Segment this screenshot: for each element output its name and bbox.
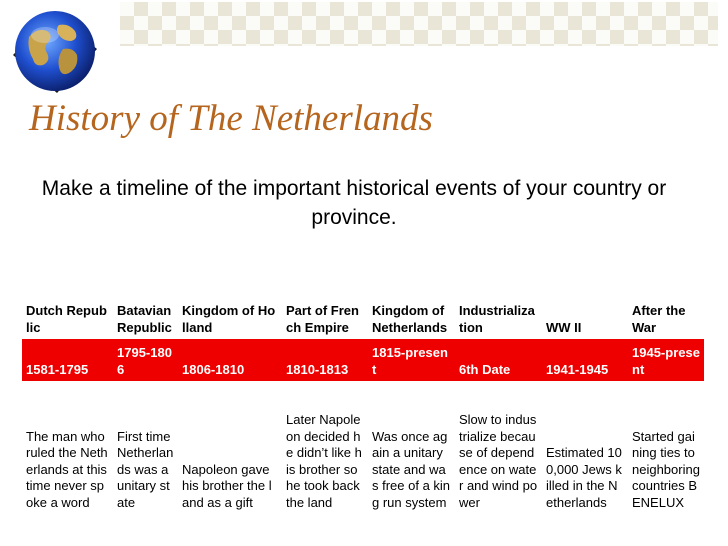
date-cell: 1806-1810 bbox=[178, 339, 282, 381]
event-cell: The man who ruled the Netherlands at this time never spoke a word bbox=[26, 428, 108, 510]
event-row bbox=[22, 381, 704, 514]
period-cell: WW II bbox=[546, 319, 582, 335]
date-cell: 1945-present bbox=[628, 339, 704, 381]
period-cell: After the War bbox=[632, 303, 686, 335]
checkered-header-band bbox=[120, 2, 718, 46]
event-cell: Slow to industrialize because of dependence on water and wind power bbox=[459, 412, 538, 510]
slide-subtitle: Make a timeline of the important historical events of your country or province. bbox=[41, 177, 667, 229]
period-cell: Dutch Republic bbox=[26, 303, 107, 335]
date-cell: 1810-1813 bbox=[282, 339, 368, 381]
date-row bbox=[22, 339, 704, 381]
date-cell: 1815-present bbox=[368, 339, 455, 381]
event-cell: Later Napoleon decided he didn’t like his brother so he took back the land bbox=[286, 412, 362, 510]
event-cell: Napoleon gave his brother the land as a gift bbox=[182, 461, 272, 510]
timeline-table bbox=[22, 258, 704, 514]
date-cell: 1941-1945 bbox=[542, 339, 628, 381]
period-cell: Kingdom of Netherlands bbox=[372, 303, 448, 335]
event-cell: First time Netherlands was a unitary state bbox=[117, 428, 174, 510]
period-cell: Part of French Empire bbox=[286, 303, 359, 335]
period-cell: Kingdom of Holland bbox=[182, 303, 276, 335]
event-cell: Started gaining ties to neighboring countries BENELUX bbox=[632, 428, 700, 510]
globe-icon bbox=[7, 3, 103, 99]
period-cell: Batavian Republic bbox=[117, 303, 172, 335]
event-cell: Estimated 100,000 Jews killed in the Netherlands bbox=[546, 445, 622, 510]
date-cell: 1795-1806 bbox=[113, 339, 178, 381]
event-cell: Was once again a unitary state and was free of a king run system bbox=[372, 428, 451, 510]
period-cell: Industrialization bbox=[459, 303, 535, 335]
period-header-row bbox=[22, 258, 704, 339]
slide-title: History of The Netherlands bbox=[29, 98, 433, 139]
date-cell: 6th Date bbox=[455, 339, 542, 381]
date-cell: 1581-1795 bbox=[22, 339, 113, 381]
